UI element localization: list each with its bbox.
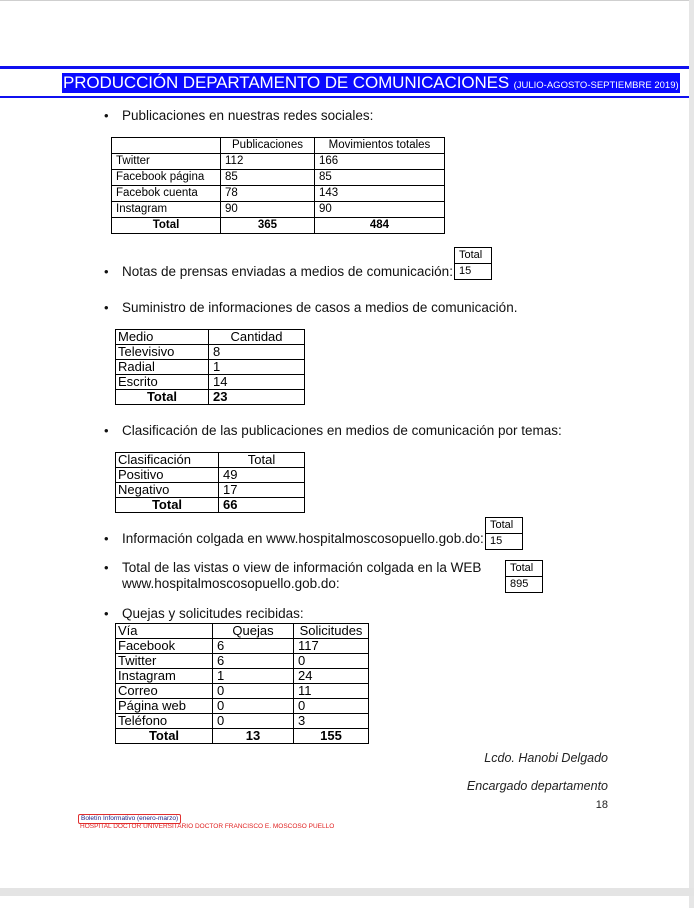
header-cell: Movimientos totales (314, 138, 444, 154)
redes-table (111, 137, 445, 234)
cell: 78 (221, 186, 315, 202)
quejas-table (115, 623, 369, 744)
bullet-icon: • (104, 606, 109, 621)
cell: 112 (221, 154, 315, 170)
bullet-notas (104, 264, 453, 280)
footer-hospital: HOSPITAL DOCTOR UNIVERSITARIO DOCTOR FRANCISCO E. MOSCOSO PUELLO (80, 823, 335, 830)
colgada-total-box (485, 517, 523, 550)
bullet-suministro (104, 300, 518, 316)
cell: 143 (314, 186, 444, 202)
suministro-table (115, 329, 305, 405)
cell: Twitter (116, 654, 213, 669)
cell: Positivo (116, 468, 219, 483)
page-separator (0, 888, 694, 896)
window-top-border (0, 0, 694, 1)
total-header: Total (486, 518, 523, 534)
bullet-icon: • (104, 300, 109, 315)
cell: 1 (209, 360, 305, 375)
total-value: 15 (486, 534, 523, 550)
total-cell: 484 (314, 218, 444, 234)
suministro-label: Suministro de informaciones de casos a medios de comunicación. (122, 300, 518, 315)
table-row (116, 684, 369, 699)
header-cell (112, 138, 221, 154)
header-rule-bottom (0, 96, 689, 98)
header-cell: Medio (116, 330, 209, 345)
cell: Radial (116, 360, 209, 375)
page-number: 18 (595, 799, 608, 811)
title-main: PRODUCCIÓN DEPARTAMENTO DE COMUNICACIONES (63, 73, 510, 92)
table-header-row (112, 138, 445, 154)
cell: 0 (294, 654, 369, 669)
total-cell: 66 (219, 498, 305, 513)
table-total-row (116, 729, 369, 744)
cell: 90 (314, 202, 444, 218)
cell: 8 (209, 345, 305, 360)
bullet-clasificacion (104, 423, 562, 439)
table-row (116, 654, 369, 669)
cell: 166 (314, 154, 444, 170)
cell: Negativo (116, 483, 219, 498)
bullet-icon: • (104, 108, 109, 123)
cell: Televisivo (116, 345, 209, 360)
cell: 0 (213, 684, 294, 699)
cell: Página web (116, 699, 213, 714)
header-cell: Vía (116, 624, 213, 639)
title-period: (JULIO-AGOSTO-SEPTIEMBRE 2019) (513, 80, 679, 91)
notas-label: Notas de prensas enviadas a medios de comunicación: (122, 264, 453, 279)
total-cell: 365 (221, 218, 315, 234)
table-row (116, 468, 305, 483)
total-cell: Total (116, 498, 219, 513)
signature-role: Encargado departamento (466, 779, 608, 793)
cell: Teléfono (116, 714, 213, 729)
cell: 0 (213, 714, 294, 729)
cell: 49 (219, 468, 305, 483)
cell: Correo (116, 684, 213, 699)
total-cell: 155 (294, 729, 369, 744)
redes-label: Publicaciones en nuestras redes sociales: (122, 108, 374, 123)
cell: 1 (213, 669, 294, 684)
cell: Twitter (112, 154, 221, 170)
cell: 6 (213, 639, 294, 654)
bullet-vistas (104, 560, 482, 576)
cell: Instagram (112, 202, 221, 218)
header-cell: Cantidad (209, 330, 305, 345)
bullet-redes (104, 108, 374, 124)
vistas-label-line1: Total de las vistas o view de información colgada en la WEB (122, 560, 482, 575)
cell: Facebok cuenta (112, 186, 221, 202)
table-total-row (116, 390, 305, 405)
cell: 0 (294, 699, 369, 714)
cell: 24 (294, 669, 369, 684)
cell: 3 (294, 714, 369, 729)
header-cell: Publicaciones (221, 138, 315, 154)
vertical-scrollbar[interactable] (689, 0, 694, 908)
table-row (116, 483, 305, 498)
cell: 85 (314, 170, 444, 186)
bullet-icon: • (104, 423, 109, 438)
table-row (112, 186, 445, 202)
cell: 14 (209, 375, 305, 390)
cell: Instagram (116, 669, 213, 684)
cell: 85 (221, 170, 315, 186)
cell: 17 (219, 483, 305, 498)
cell: 0 (213, 699, 294, 714)
cell: 11 (294, 684, 369, 699)
table-header-row (116, 330, 305, 345)
table-row (116, 639, 369, 654)
bullet-quejas (104, 606, 304, 622)
table-row (112, 154, 445, 170)
bullet-icon: • (104, 560, 109, 575)
table-row (112, 202, 445, 218)
table-row (116, 714, 369, 729)
total-header: Total (506, 561, 543, 577)
table-total-row (112, 218, 445, 234)
table-header-row (116, 453, 305, 468)
vistas-label-line2: www.hospitalmoscosopuello.gob.do: (122, 576, 340, 591)
header-cell: Solicitudes (294, 624, 369, 639)
total-header: Total (455, 248, 492, 264)
cell: Facebook página (112, 170, 221, 186)
table-row (116, 669, 369, 684)
signature-name: Lcdo. Hanobi Delgado (484, 751, 608, 765)
cell: Escrito (116, 375, 209, 390)
page-title (62, 73, 680, 93)
total-value: 895 (506, 577, 543, 593)
header-rule-top (0, 66, 689, 69)
total-cell: Total (116, 729, 213, 744)
total-cell: Total (112, 218, 221, 234)
bullet-icon: • (104, 531, 109, 546)
table-row (112, 170, 445, 186)
quejas-label: Quejas y solicitudes recibidas: (122, 606, 304, 621)
cell: 117 (294, 639, 369, 654)
header-cell: Clasificación (116, 453, 219, 468)
table-row (116, 345, 305, 360)
total-cell: 23 (209, 390, 305, 405)
header-cell: Total (219, 453, 305, 468)
colgada-label: Información colgada en www.hospitalmoscosopuello.gob.do: (122, 531, 484, 546)
table-row (116, 375, 305, 390)
cell: Facebook (116, 639, 213, 654)
table-row (116, 360, 305, 375)
table-header-row (116, 624, 369, 639)
table-total-row (116, 498, 305, 513)
total-value: 15 (455, 264, 492, 280)
header-cell: Quejas (213, 624, 294, 639)
footer-bulletin: Boletín Informativo (enero-marzo) (78, 814, 181, 824)
table-row (116, 699, 369, 714)
vistas-total-box (505, 560, 543, 593)
total-cell: Total (116, 390, 209, 405)
total-cell: 13 (213, 729, 294, 744)
cell: 6 (213, 654, 294, 669)
bullet-icon: • (104, 264, 109, 279)
cell: 90 (221, 202, 315, 218)
clasificacion-label: Clasificación de las publicaciones en medios de comunicación por temas: (122, 423, 562, 438)
clasificacion-table (115, 452, 305, 513)
bullet-colgada (104, 531, 484, 547)
notas-total-box (454, 247, 492, 280)
